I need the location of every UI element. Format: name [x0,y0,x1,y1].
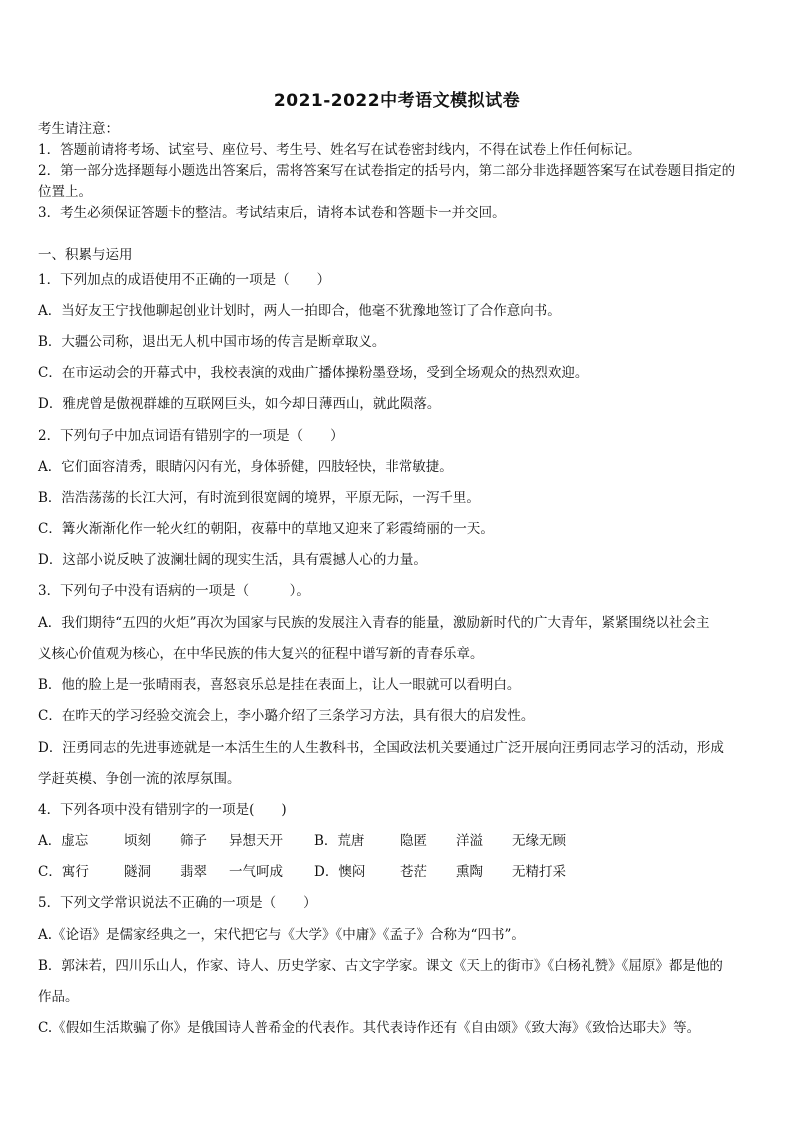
answer-option: C．在昨天的学习经验交流会上，李小璐介绍了三条学习方法，具有很大的启发性。 [38,708,535,724]
option-word: 熏陶 [456,864,483,880]
notice-item: 1．答题前请将考场、试室号、座位号、考生号、姓名写在试卷密封线内，不得在试卷上作任何标记。 [38,142,641,158]
option-word: D．懊闷 [314,864,366,880]
option-word: 隧洞 [124,864,151,880]
answer-option: D．雅虎曾是傲视群雄的互联网巨头，如今却日薄西山，就此陨落。 [38,396,441,412]
notice-item: 位置上。 [38,184,92,200]
answer-option: B．浩浩荡荡的长江大河，有时流到很宽阔的境界，平原无际，一泻千里。 [38,490,480,506]
answer-option: C.《假如生活欺骗了你》是俄国诗人普希金的代表作。其代表诗作还有《自由颂》《致大海》《致恰达耶夫》等。 [38,1020,701,1036]
option-word: 筛子 [180,833,207,849]
option-word: 隐匿 [400,833,427,849]
exam-title: 2021-2022中考语文模拟试卷 [273,91,521,111]
answer-option: 学赶英模、争创一流的浓厚氛围。 [38,771,241,787]
question-stem: 5．下列文学常识说法不正确的一项是（ ） [38,895,317,911]
option-word: 翡翠 [180,864,207,880]
notice-item: 2．第一部分选择题每小题选出答案后，需将答案写在试卷指定的括号内，第二部分非选择题答案写在试卷题目指定的 [38,163,736,179]
option-word: C．寓行 [38,864,89,880]
answer-option: A．我们期待“五四的火炬”再次为国家与民族的发展注入青春的能量，激励新时代的广大青年，紧紧围绕以社会主 [38,615,710,631]
answer-option: 作品。 [38,989,79,1005]
notice-heading: 考生请注意： [38,121,119,137]
option-word: 无精打采 [512,864,566,880]
question-stem: 1．下列加点的成语使用不正确的一项是（ ） [38,272,331,288]
question-stem: 4．下列各项中没有错别字的一项是( ) [38,802,287,818]
section-heading: 一、积累与运用 [38,247,133,263]
option-word: B．荒唐 [314,833,365,849]
question-stem: 2．下列句子中加点词语有错别字的一项是（ ） [38,428,344,444]
notice-item: 3．考生必须保证答题卡的整洁。考试结束后，请将本试卷和答题卡一并交回。 [38,205,506,221]
answer-option: A．它们面容清秀，眼睛闪闪有光，身体骄健，四肢轻快，非常敏捷。 [38,459,453,475]
answer-option: 义核心价值观为核心，在中华民族的伟大复兴的征程中谱写新的青春乐章。 [38,646,484,662]
answer-option: D．这部小说反映了波澜壮阔的现实生活，具有震撼人心的力量。 [38,552,427,568]
answer-option: C．在市运动会的开幕式中，我校表演的戏曲广播体操粉墨登场，受到全场观众的热烈欢迎。 [38,365,589,381]
option-word: A．虚忘 [38,833,89,849]
answer-option: B．郭沫若，四川乐山人，作家、诗人、历史学家、古文字学家。课文《天上的街市》《白杨礼赞》《屈原》都是他的 [38,958,723,974]
question-stem: 3．下列句子中没有语病的一项是（ ）。 [38,583,310,599]
option-word: 一气呵成 [229,864,283,880]
answer-option: D．汪勇同志的先进事迹就是一本活生生的人生教科书，全国政法机关要通过广泛开展向汪勇同志学习的活动，形成 [38,740,724,756]
option-word: 异想天开 [229,833,283,849]
answer-option: B．大疆公司称，退出无人机中国市场的传言是断章取义。 [38,334,386,350]
option-word: 苍茫 [400,864,427,880]
option-word: 无缘无顾 [512,833,566,849]
answer-option: A.《论语》是儒家经典之一，宋代把它与《大学》《中庸》《孟子》合称为“四书”。 [38,927,525,943]
answer-option: C．篝火渐渐化作一轮火红的朝阳，夜幕中的草地又迎来了彩霞绮丽的一天。 [38,521,494,537]
option-word: 顷刻 [124,833,151,849]
answer-option: A．当好友王宁找他聊起创业计划时，两人一拍即合，他毫不犹豫地签订了合作意向书。 [38,303,561,319]
option-word: 洋溢 [456,833,483,849]
answer-option: B．他的脸上是一张晴雨表，喜怒哀乐总是挂在表面上，让人一眼就可以看明白。 [38,677,521,693]
